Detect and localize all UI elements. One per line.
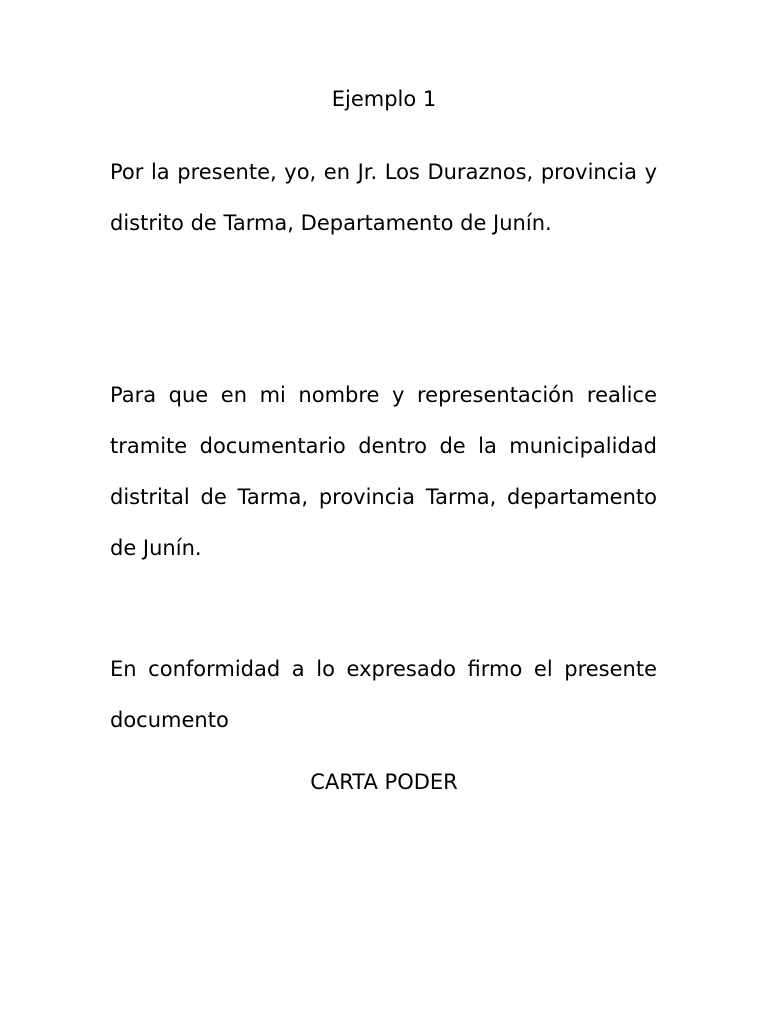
paragraph-representation: Para que en mi nombre y representación realice tramite documentario dentro de la municipalidad distrital de Tarma, provincia Tarma, departamento de Junín. — [110, 383, 657, 560]
document-title: Ejemplo 1 — [331, 87, 437, 111]
document-subtitle: CARTA PODER — [310, 770, 458, 794]
paragraph-conformity: En conformidad a lo expresado firmo el presente documento — [110, 657, 657, 732]
paragraph-introduction: Por la presente, yo, en Jr. Los Duraznos, provincia y distrito de Tarma, Departamento de Junín. — [110, 160, 657, 235]
